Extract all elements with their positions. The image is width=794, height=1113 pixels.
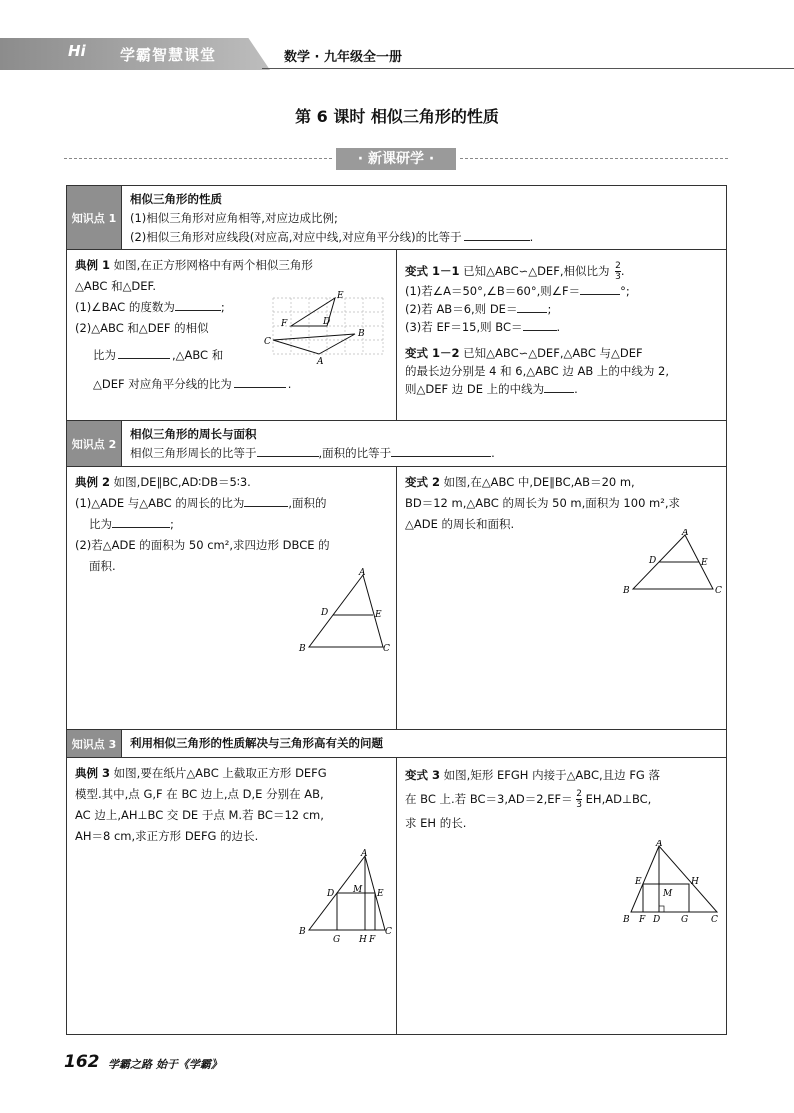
var12-text1: 已知△ABC∽△DEF,△ABC 与△DEF xyxy=(463,346,643,360)
kp2-title: 相似三角形的周长与面积 xyxy=(130,427,257,441)
ex1-q1: (1)∠BAC 的度数为 xyxy=(75,300,175,314)
var12-head: 变式 1－2 xyxy=(405,346,460,360)
var11-ratio xyxy=(615,261,621,282)
knowledge-point-1 xyxy=(67,186,726,249)
section-label: · 新课研学 · xyxy=(336,148,456,170)
page-header xyxy=(0,36,794,76)
ex2-q1c: 比为 xyxy=(89,517,112,531)
ex3-text4: AH＝8 cm,求正方形 DEFG 的边长. xyxy=(75,829,259,843)
kp2-body: 相似三角形的周长与面积 相似三角形周长的比等于 ,面积的比等于 . xyxy=(121,421,726,466)
label-b: B xyxy=(623,915,630,924)
label-h: H xyxy=(691,877,699,887)
example-2-cell: 典例 2 如图,DE∥BC,AD∶DB＝5∶3. (1)△ADE 与△ABC 的周长的比为 ,面积的 比为 ; (2)若△ADE 的面积为 50 cm²,求四边形 DBCE 的 面积. A D E B C xyxy=(67,467,396,729)
label-a: A xyxy=(359,568,366,578)
kp3-title: 利用相似三角形的性质解决与三角形高有关的问题 xyxy=(130,736,383,750)
example-3-cell xyxy=(67,758,396,1034)
kp3-body xyxy=(121,730,726,757)
label-c: C xyxy=(385,927,392,937)
ex1-head: 典例 1 xyxy=(75,258,111,272)
label-b: B xyxy=(299,644,306,654)
var11-q2: (2)若 AB＝6,则 DE＝ xyxy=(405,302,518,316)
label-g: G xyxy=(681,915,689,924)
label-c: C xyxy=(711,915,718,924)
kp3-tag: 知识点 3 xyxy=(67,730,121,757)
ex1-q2d: △DEF 对应角平分线的比为 xyxy=(93,377,232,391)
label-f: F xyxy=(639,915,646,924)
label-e: E xyxy=(377,889,384,899)
var2-head: 变式 2 xyxy=(405,475,441,489)
label-c: C xyxy=(264,337,271,347)
ex1-q2b: 比为 xyxy=(93,348,116,362)
var11-q1-blank[interactable] xyxy=(580,282,620,295)
label-a: A xyxy=(361,849,368,859)
ex3-text3: AC 边上,AH⊥BC 交 DE 于点 M.若 BC＝12 cm, xyxy=(75,808,324,822)
kp1-body xyxy=(121,186,726,249)
example-3-row xyxy=(67,757,726,1034)
kp2-line1b: ,面积的比等于 xyxy=(318,446,392,460)
triangle-abc xyxy=(631,846,717,912)
label-d: D xyxy=(649,556,657,566)
square-defg xyxy=(337,893,375,930)
ex1-text1: 如图,在正方形网格中有两个相似三角形 xyxy=(113,258,313,272)
ex3-text2: 模型.其中,点 G,F 在 BC 边上,点 D,E 分别在 AB, xyxy=(75,787,324,801)
label-d: D xyxy=(327,889,335,899)
right-angle-mark xyxy=(659,906,664,912)
var2-text2: BD＝12 m,△ABC 的周长为 50 m,面积为 100 m²,求 xyxy=(405,496,681,510)
example-1-row xyxy=(67,249,726,420)
var3-ratio-num: 2 xyxy=(576,789,582,799)
section-dash-left xyxy=(64,158,332,159)
ex3-head: 典例 3 xyxy=(75,766,111,780)
kp2-blank-2[interactable] xyxy=(391,444,491,457)
ex1-q2c: ,△ABC 和 xyxy=(172,348,224,362)
ex1-q1-blank[interactable] xyxy=(175,298,221,311)
kp1-answer-blank[interactable] xyxy=(464,228,530,241)
ex1-grid-figure xyxy=(263,290,393,370)
ex2-head: 典例 2 xyxy=(75,475,111,489)
kp1-line1: (1)相似三角形对应角相等,对应边成比例; xyxy=(130,211,338,225)
label-b: B xyxy=(299,927,306,937)
var11-ratio-den: 3 xyxy=(615,272,621,282)
label-f: F xyxy=(369,935,376,945)
label-d: D xyxy=(323,317,331,327)
var3-text1: 如图,矩形 EFGH 内接于△ABC,且边 FG 落 xyxy=(443,768,660,782)
series-logo: Hi xyxy=(68,42,86,60)
var3-text3: 求 EH 的长. xyxy=(405,816,467,830)
label-f: F xyxy=(281,319,288,329)
var11-q3: (3)若 EF＝15,则 BC＝ xyxy=(405,320,523,334)
triangle-abc xyxy=(273,334,355,354)
var3-text2a: 在 BC 上.若 BC＝3,AD＝2,EF＝ xyxy=(405,792,573,806)
label-a: A xyxy=(656,840,663,849)
ex2-text1: 如图,DE∥BC,AD∶DB＝5∶3. xyxy=(113,475,251,489)
ex1-q2-blank-1[interactable] xyxy=(118,346,170,359)
kp2-blank-1[interactable] xyxy=(257,444,319,457)
var11-q1-unit: °; xyxy=(620,284,630,298)
variant-3-cell xyxy=(396,758,726,1034)
label-m: M xyxy=(663,889,673,899)
variant-1-cell: 变式 1－1 已知△ABC∽△DEF,相似比为 $\frac{2}{3}$ . (1)若∠A＝50°,∠B＝60°,则∠F＝ °; (2)若 AB＝6,则 DE＝ ; (3)若 EF＝15,则 BC＝ . 变式 1－2 已知△ABC∽△DEF,△ABC 与△DEF 的最长边分别是 4 和 6,△ABC 边 AB 上的中线为 2, 则△DEF 边 DE 上的中线为 . xyxy=(396,250,726,420)
header-rule xyxy=(262,68,794,69)
var2-text3: △ADE 的周长和面积. xyxy=(405,517,515,531)
var3-ratio-den: 3 xyxy=(576,800,582,810)
kp1-line2-wrap: (2)相似三角形对应线段(对应高,对应中线,对应角平分线)的比等于 . xyxy=(130,230,534,244)
ex3-triangle-figure xyxy=(295,848,395,948)
var12-blank[interactable] xyxy=(544,380,574,393)
var11-q3-blank[interactable] xyxy=(523,318,557,331)
example-2-row xyxy=(67,466,726,729)
variant-2-cell xyxy=(396,467,726,729)
ex2-q2: (2)若△ADE 的面积为 50 cm²,求四边形 DBCE 的 xyxy=(75,538,330,552)
var11-ratio-num: 2 xyxy=(615,261,621,271)
knowledge-point-3 xyxy=(67,729,726,757)
kp1-line2: (2)相似三角形对应线段(对应高,对应中线,对应角平分线)的比等于 xyxy=(130,230,462,244)
var3-text2b: EH,AD⊥BC, xyxy=(585,792,652,806)
label-a: A xyxy=(682,529,689,538)
label-e: E xyxy=(701,558,708,568)
var11-q2-blank[interactable] xyxy=(517,300,547,313)
ex2-q1-blank-1[interactable] xyxy=(244,494,288,507)
ex2-q1b: ,面积的 xyxy=(288,496,327,510)
kp2-tag: 知识点 2 xyxy=(67,421,121,466)
label-d: D xyxy=(321,608,329,618)
label-e: E xyxy=(375,610,382,620)
ex2-q1: (1)△ADE 与△ABC 的周长的比为 xyxy=(75,496,245,510)
label-d: D xyxy=(653,915,661,924)
var11-head: 变式 1－1 xyxy=(405,264,460,278)
var11-q1: (1)若∠A＝50°,∠B＝60°,则∠F＝ xyxy=(405,284,581,298)
label-c: C xyxy=(715,586,722,596)
ex2-q1-blank-2[interactable] xyxy=(112,515,170,528)
label-m: M xyxy=(353,885,363,895)
var3-triangle-figure xyxy=(619,840,729,924)
label-h: H xyxy=(359,935,367,945)
var3-head: 变式 3 xyxy=(405,768,441,782)
knowledge-point-2 xyxy=(67,420,726,466)
section-banner xyxy=(64,148,730,170)
label-a: A xyxy=(317,357,324,367)
kp1-title: 相似三角形的性质 xyxy=(130,192,222,206)
subject-label: 数学 · 九年级全一册 xyxy=(284,50,402,65)
label-e: E xyxy=(337,291,344,301)
lesson-title: 第 6 课时 相似三角形的性质 xyxy=(295,107,499,126)
page-number: 162 xyxy=(64,1052,100,1072)
content-frame xyxy=(66,185,727,1035)
example-1-cell: 典例 1 如图,在正方形网格中有两个相似三角形 △ABC 和△DEF. (1)∠BAC 的度数为 ; (2)△ABC 和△DEF 的相似 比为 ,△ABC 和 △DEF 对应角平分线的比为 . E F D C B A xyxy=(67,250,396,420)
var12-text3: 则△DEF 边 DE 上的中线为 xyxy=(405,382,545,396)
ex2-q2b: 面积. xyxy=(89,559,116,573)
ex1-text2: △ABC 和△DEF. xyxy=(75,279,156,293)
footer-motto: 学霸之路 始于《学霸》 xyxy=(108,1058,222,1071)
section-dash-right xyxy=(460,158,728,159)
kp2-line1a: 相似三角形周长的比等于 xyxy=(130,446,257,460)
label-c: C xyxy=(383,644,390,654)
var3-ratio xyxy=(576,789,582,810)
series-title: 学霸智慧课堂 xyxy=(120,46,217,64)
var2-text1: 如图,在△ABC 中,DE∥BC,AB＝20 m, xyxy=(443,475,635,489)
label-b: B xyxy=(358,329,365,339)
label-b: B xyxy=(623,586,630,596)
var2-triangle-figure xyxy=(617,529,727,599)
label-g: G xyxy=(333,935,341,945)
ex2-triangle-figure xyxy=(295,567,395,657)
var12-text2: 的最长边分别是 4 和 6,△ABC 边 AB 上的中线为 2, xyxy=(405,364,670,378)
ex1-q2-blank-2[interactable] xyxy=(234,375,286,388)
var11-text: 已知△ABC∽△DEF,相似比为 xyxy=(463,264,610,278)
label-e: E xyxy=(635,877,642,887)
ex3-text1: 如图,要在纸片△ABC 上截取正方形 DEFG xyxy=(113,766,327,780)
kp1-tag: 知识点 1 xyxy=(67,186,121,249)
ex1-q2: (2)△ABC 和△DEF 的相似 xyxy=(75,321,209,335)
